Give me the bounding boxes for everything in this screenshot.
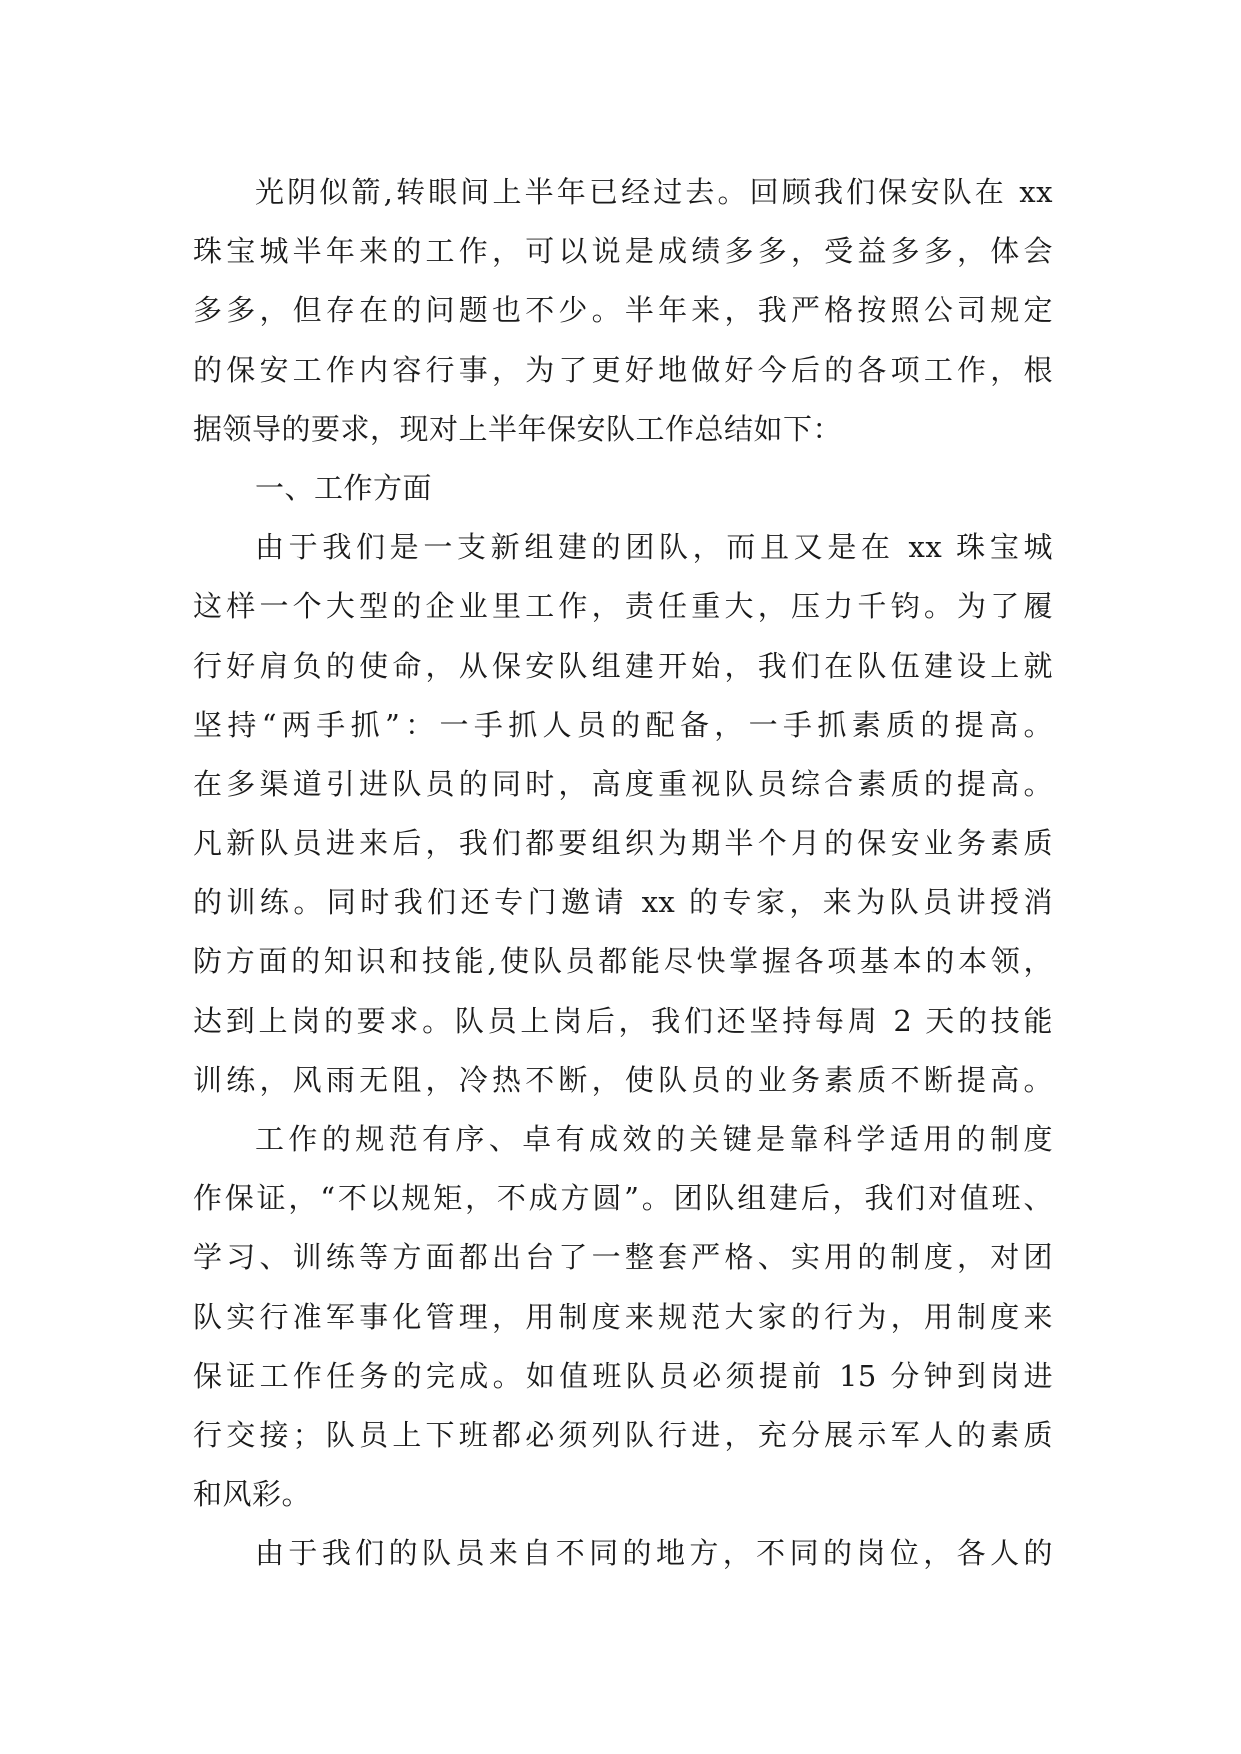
text-line: 的训练。同时我们还专门邀请 xx 的专家，来为队员讲授消 — [193, 885, 1053, 920]
text-line: 由于我们的队员来自不同的地方，不同的岗位，各人的 — [255, 1536, 1053, 1571]
text-line: 这样一个大型的企业里工作，责任重大，压力千钧。为了履 — [193, 589, 1053, 624]
text-line: 防方面的知识和技能,使队员都能尽快掌握各项基本的本领， — [193, 944, 1053, 979]
text-line: 工作的规范有序、卓有成效的关键是靠科学适用的制度 — [255, 1122, 1053, 1156]
text-line: 凡新队员进来后，我们都要组织为期半个月的保安业务素质 — [193, 826, 1053, 861]
text-line: 行好肩负的使命，从保安队组建开始，我们在队伍建设上就 — [193, 648, 1053, 683]
section-heading: 一、工作方面 — [255, 470, 433, 505]
text-line: 训练，风雨无阻，冷热不断，使队员的业务素质不断提高。 — [193, 1062, 1053, 1097]
text-line: 在多渠道引进队员的同时，高度重视队员综合素质的提高。 — [193, 766, 1053, 801]
text-line: 据领导的要求，现对上半年保安队工作总结如下： — [193, 411, 843, 446]
document-body — [193, 163, 1053, 1584]
text-line: 队实行准军事化管理，用制度来规范大家的行为，用制度来 — [193, 1299, 1053, 1334]
text-line: 行交接；队员上下班都必须列队行进，充分展示军人的素质 — [193, 1417, 1053, 1452]
text-line: 光阴似箭,转眼间上半年已经过去。回顾我们保安队在 xx — [255, 175, 1053, 209]
text-line: 保证工作任务的完成。如值班队员必须提前 15 分钟到岗进 — [193, 1358, 1053, 1393]
text-line: 多多，但存在的问题也不少。半年来，我严格按照公司规定 — [193, 293, 1053, 328]
text-line: 坚持“两手抓”：一手抓人员的配备，一手抓素质的提高。 — [193, 707, 1053, 742]
text-line: 的保安工作内容行事，为了更好地做好今后的各项工作，根 — [193, 352, 1053, 387]
text-line: 和风彩。 — [193, 1477, 312, 1512]
text-line: 珠宝城半年来的工作，可以说是成绩多多，受益多多，体会 — [193, 234, 1053, 269]
text-line: 达到上岗的要求。队员上岗后，我们还坚持每周 2 天的技能 — [193, 1003, 1053, 1038]
text-line: 学习、训练等方面都出台了一整套严格、实用的制度，对团 — [193, 1240, 1053, 1275]
text-line: 作保证，“不以规矩，不成方圆”。团队组建后，我们对值班、 — [193, 1181, 1053, 1216]
text-line: 由于我们是一支新组建的团队，而且又是在 xx 珠宝城 — [255, 530, 1053, 565]
